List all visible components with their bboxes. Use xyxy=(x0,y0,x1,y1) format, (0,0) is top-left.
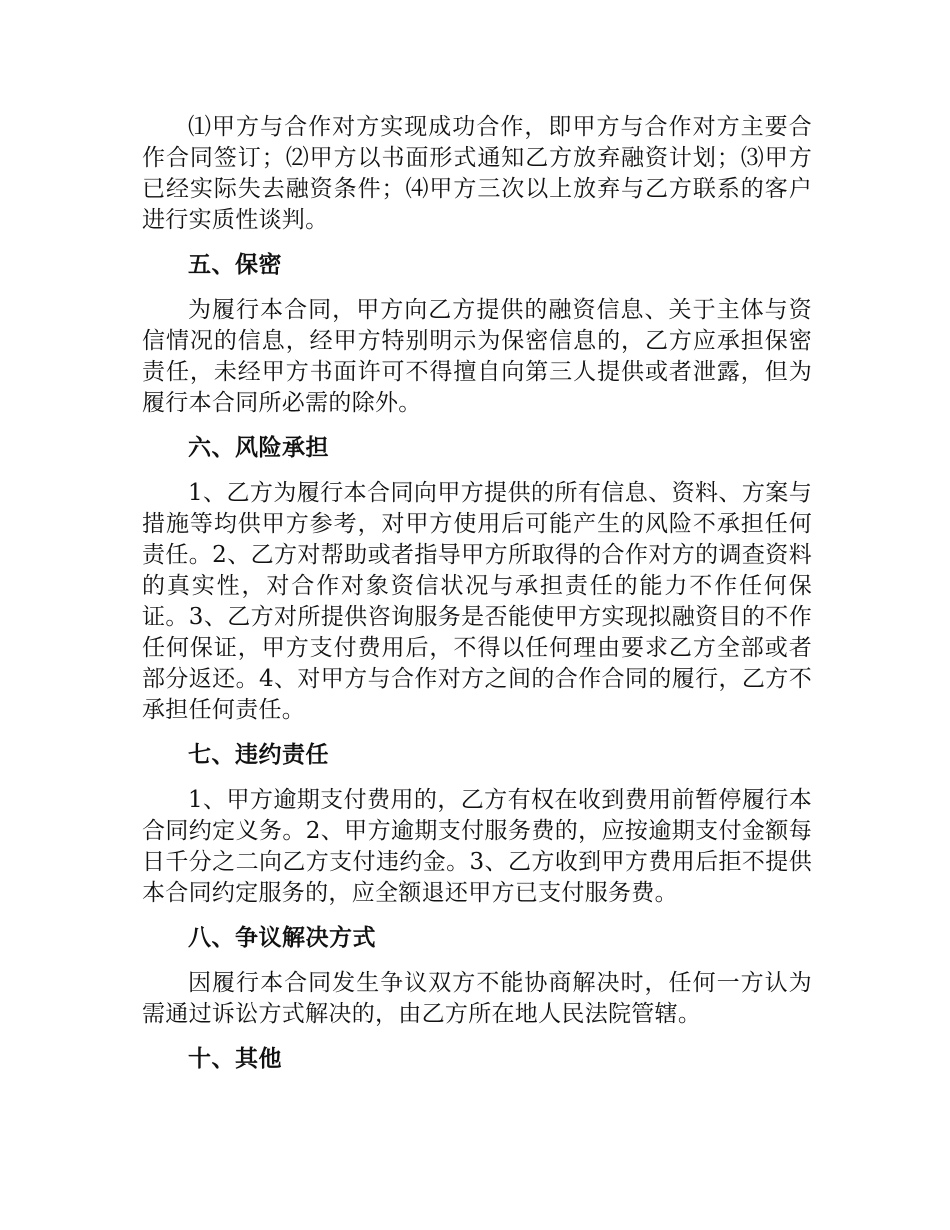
section-heading-dispute: 八、争议解决方式 xyxy=(188,925,376,951)
paragraph-termination-conditions: ⑴甲方与合作对方实现成功合作，即甲方与合作对方主要合作合同签订；⑵甲方以书面形式通知乙方放弃融资计划；⑶甲方已经实际失去融资条件；⑷甲方三次以上放弃与乙方联系的客户进行实质性谈判。 xyxy=(142,114,812,233)
paragraph-risk: 1、乙方为履行本合同向甲方提供的所有信息、资料、方案与措施等均供甲方参考，对甲方使用后可能产生的风险不承担任何责任。2、乙方对帮助或者指导甲方所取得的合作对方的调查资料的真实性，对合作对象资信状况与承担责任的能力不作任何保证。3、乙方对所提供咨询服务是否能使甲方实现拟融资目的不作任何保证，甲方支付费用后，不得以任何理由要求乙方全部或者部分返还。4、对甲方与合作对方之间的合作合同的履行，乙方不承担任何责任。 xyxy=(142,480,812,723)
paragraph-dispute: 因履行本合同发生争议双方不能协商解决时，任何一方认为需通过诉讼方式解决的，由乙方所在地人民法院管辖。 xyxy=(142,970,812,1027)
section-heading-breach: 七、违约责任 xyxy=(188,742,329,768)
document-page xyxy=(142,112,812,1089)
section-heading-confidentiality: 五、保密 xyxy=(188,252,282,278)
section-heading-risk: 六、风险承担 xyxy=(188,435,329,461)
paragraph-confidentiality: 为履行本合同，甲方向乙方提供的融资信息、关于主体与资信情况的信息，经甲方特别明示为保密信息的，乙方应承担保密责任，未经甲方书面许可不得擅自向第三人提供或者泄露，但为履行本合同所必需的除外。 xyxy=(142,297,812,416)
paragraph-breach: 1、甲方逾期支付费用的，乙方有权在收到费用前暂停履行本合同约定义务。2、甲方逾期支付服务费的，应按逾期支付金额每日千分之二向乙方支付违约金。3、乙方收到甲方费用后拒不提供本合同约定服务的，应全额退还甲方已支付服务费。 xyxy=(142,787,812,906)
section-heading-other: 十、其他 xyxy=(188,1046,282,1072)
